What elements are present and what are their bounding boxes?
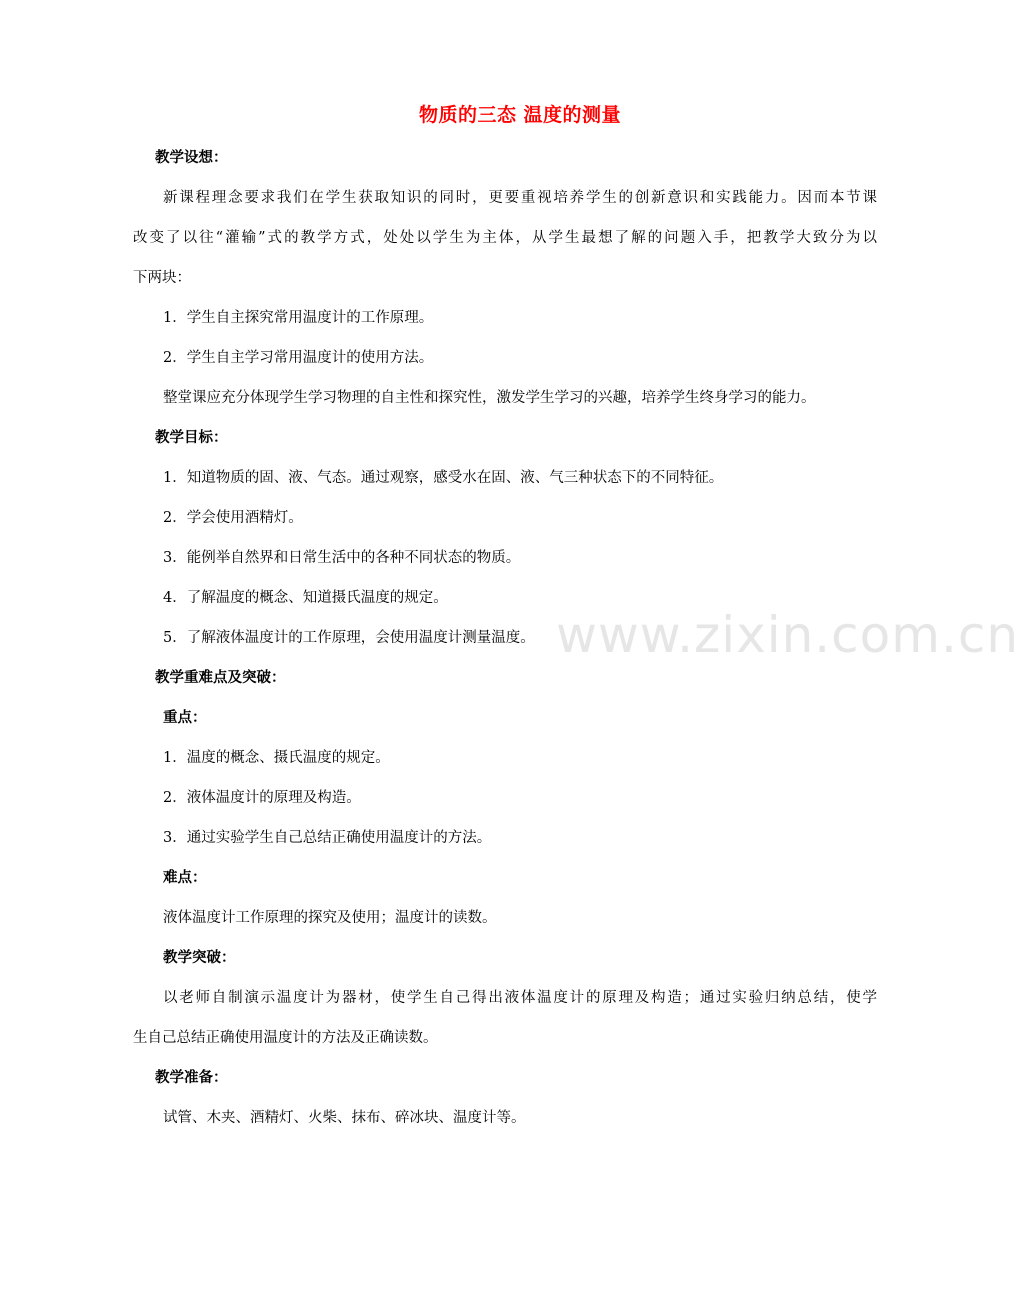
focus-list-item: 1．温度的概念、摄氏温度的规定。 xyxy=(163,750,390,766)
difficulty-text: 液体温度计工作原理的探究及使用；温度计的读数。 xyxy=(163,910,497,926)
section-heading-preparation: 教学准备： xyxy=(155,1070,228,1086)
goal-list-item: 4．了解温度的概念、知道摄氏温度的规定。 xyxy=(163,590,448,606)
subheading-breakthrough: 教学突破： xyxy=(163,950,236,966)
focus-list-item: 2．液体温度计的原理及构造。 xyxy=(163,790,361,806)
preparation-text: 试管、木夹、酒精灯、火柴、抹布、碎冰块、温度计等。 xyxy=(163,1110,526,1126)
design-list-item: 2．学生自主学习常用温度计的使用方法。 xyxy=(163,350,434,366)
focus-list-item: 3．通过实验学生自己总结正确使用温度计的方法。 xyxy=(163,830,492,846)
design-paragraph-line-3: 下两块： xyxy=(133,270,191,286)
goal-list-item: 1．知道物质的固、液、气态。通过观察，感受水在固、液、气三种状态下的不同特征。 xyxy=(163,470,724,486)
subheading-difficulty: 难点： xyxy=(163,870,207,886)
goal-list-item: 2．学会使用酒精灯。 xyxy=(163,510,303,526)
goal-list-item: 3．能例举自然界和日常生活中的各种不同状态的物质。 xyxy=(163,550,521,566)
section-heading-keypoints: 教学重难点及突破： xyxy=(155,670,286,686)
document-title: 物质的三态 温度的测量 xyxy=(418,104,622,126)
goal-list-item: 5．了解液体温度计的工作原理，会使用温度计测量温度。 xyxy=(163,630,535,646)
subheading-focus: 重点： xyxy=(163,710,207,726)
breakthrough-line-2: 生自己总结正确使用温度计的方法及正确读数。 xyxy=(133,1030,438,1046)
design-list-item: 1．学生自主探究常用温度计的工作原理。 xyxy=(163,310,434,326)
watermark: www.zixin.com.cn xyxy=(556,606,1019,664)
section-heading-design: 教学设想： xyxy=(155,150,228,166)
breakthrough-line-1: 以老师自制演示温度计为器材，使学生自己得出液体温度计的原理及构造；通过实验归纳总结，使学 xyxy=(163,990,877,1006)
design-paragraph-2: 整堂课应充分体现学生学习物理的自主性和探究性，激发学生学习的兴趣，培养学生终身学习的能力。 xyxy=(163,390,816,406)
design-paragraph-line-1: 新课程理念要求我们在学生获取知识的同时，更要重视培养学生的创新意识和实践能力。因而本节课 xyxy=(163,190,877,206)
design-paragraph-line-2: 改变了以往“灌输”式的教学方式，处处以学生为主体，从学生最想了解的问题入手，把教学大致分为以 xyxy=(133,230,877,246)
section-heading-goals: 教学目标： xyxy=(155,430,228,446)
